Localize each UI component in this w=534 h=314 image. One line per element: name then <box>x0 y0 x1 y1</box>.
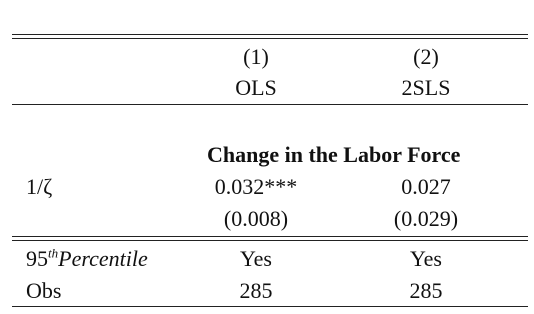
se-col1: (0.008) <box>223 206 289 231</box>
col2-number: (2) <box>413 44 439 69</box>
mid-rule-lower <box>12 240 528 241</box>
obs-col2: 285 <box>409 278 443 303</box>
col1-method: OLS <box>235 75 277 100</box>
coef-col2: 0.027 <box>401 174 451 199</box>
col1-number: (1) <box>243 44 269 69</box>
top-rule-lower <box>12 38 528 39</box>
row-label-obs: Obs <box>26 278 62 303</box>
percentile-ordinal: th <box>48 245 59 261</box>
percentile-number: 95 <box>26 246 48 271</box>
coef-col1: 0.032*** <box>214 174 298 199</box>
row-label-percentile <box>26 245 148 271</box>
row-label-inverse-zeta: 1/ζ <box>26 174 53 199</box>
top-rule-upper <box>12 34 528 35</box>
header-rule <box>12 104 528 105</box>
col2-method: 2SLS <box>401 75 451 100</box>
percentile-word: Percentile <box>58 246 148 271</box>
bottom-rule <box>12 306 528 307</box>
se-col2: (0.029) <box>393 206 459 231</box>
mid-rule-upper <box>12 236 528 237</box>
percentile-col1: Yes <box>239 246 272 271</box>
percentile-col2: Yes <box>409 246 442 271</box>
obs-col1: 285 <box>239 278 273 303</box>
panel-title: Change in the Labor Force <box>207 142 461 167</box>
